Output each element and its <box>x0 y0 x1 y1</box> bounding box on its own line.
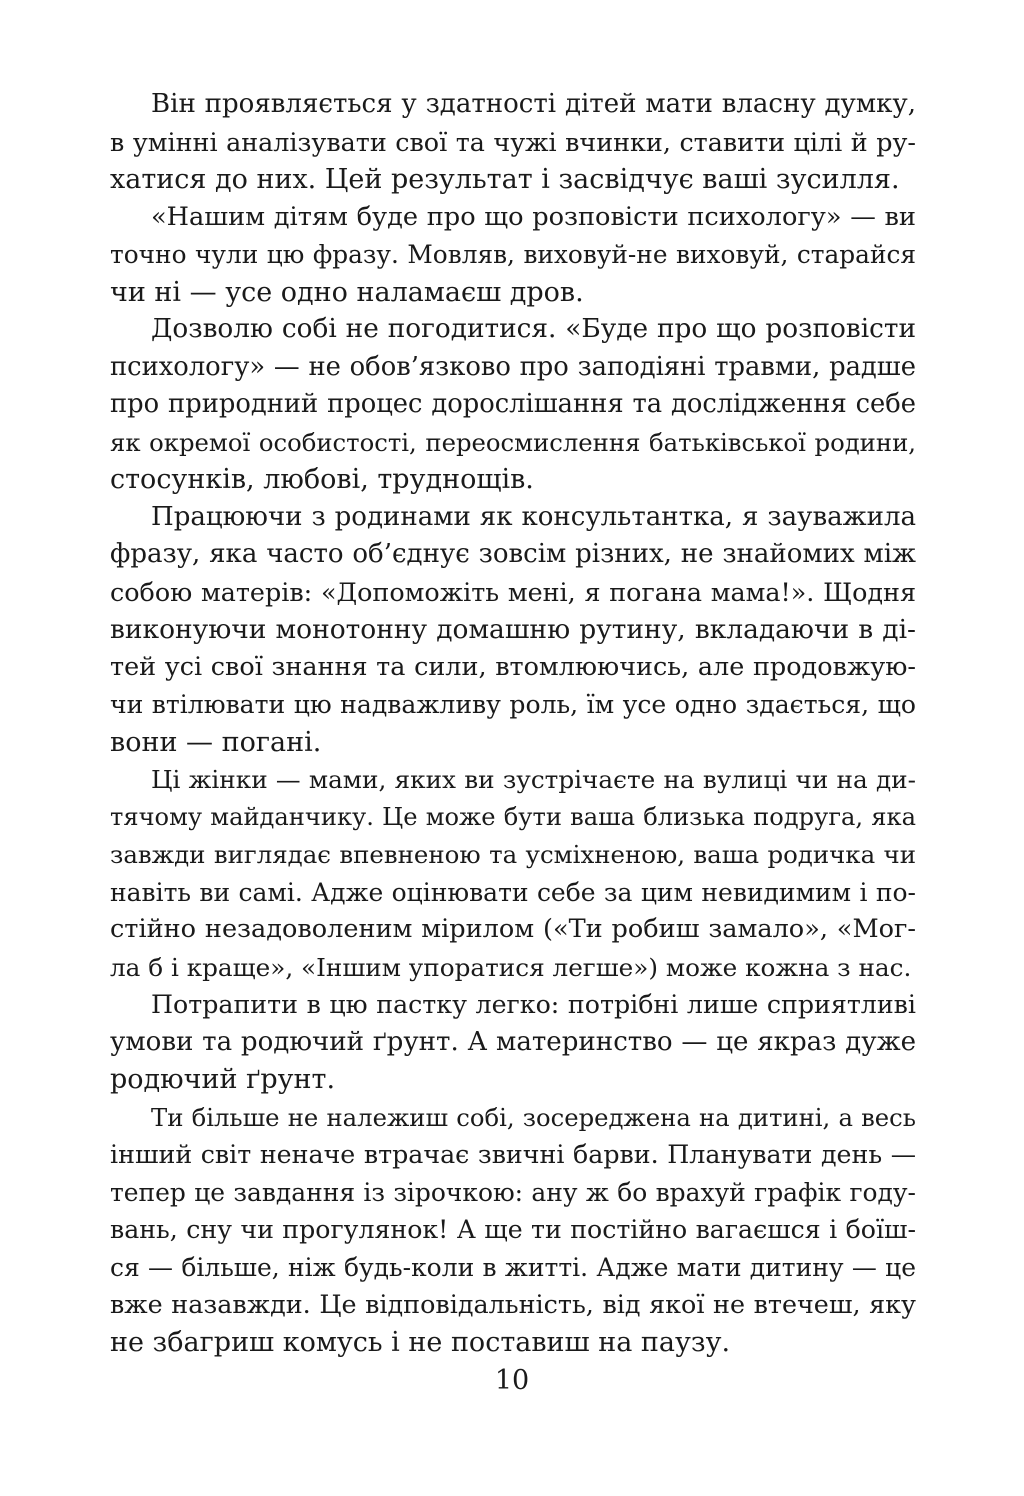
text-line: ся — більше, ніж будь-коли в житті. Адже мати дитину — це <box>110 1252 916 1282</box>
text-line: як окремої особистості, переосмислення батьківської родини, <box>110 427 916 457</box>
text-line: виконуючи монотонну домашню рутину, вкладаючи в ді- <box>110 614 916 645</box>
text-line: Працюючи з родинами як консультантка, я зауважила <box>151 501 916 532</box>
text-line: умови та родючий ґрунт. А материнство — це якраз дуже <box>110 1026 916 1057</box>
text-line: Ти більше не належиш собі, зосереджена на дитині, а весь <box>151 1102 916 1132</box>
text-line: родючий ґрунт. <box>110 1064 336 1095</box>
text-line: Дозволю собі не погодитися. «Буде про що розповісти <box>151 314 916 344</box>
text-line: «Нашим дітям буде про що розповісти психологу» — ви <box>151 201 916 232</box>
page-number: 10 <box>494 1365 530 1396</box>
text-line: в умінні аналізувати свої та чужі вчинки, ставити цілі й ру- <box>110 126 916 157</box>
text-line: хатися до них. Цей результат і засвідчує ваші зусилля. <box>110 164 900 195</box>
text-line: вань, сну чи прогулянок! А ще ти постійно вагаєшся і боїш- <box>110 1215 916 1244</box>
text-line: Він проявляється у здатності дітей мати власну думку, <box>151 89 916 119</box>
text-line: навіть ви самі. Адже оцінювати себе за цим невидимим і по- <box>110 877 916 907</box>
text-line: чи ні — усе одно наламаєш дров. <box>110 276 584 308</box>
text-line: про природний процес дорослішання та дослідження себе <box>110 389 916 419</box>
text-line: точно чули цю фразу. Мовляв, виховуй-не виховуй, старайся <box>110 240 916 269</box>
text-line: тепер це завдання із зірочкою: ану ж бо врахуй графік году- <box>110 1177 916 1207</box>
text-line: ла б і краще», «Іншим упоратися легше») може кожна з нас. <box>110 952 912 982</box>
text-line: фразу, яка часто об’єднує зовсім різних, не знайомих між <box>110 539 916 569</box>
text-line: тячому майданчику. Це може бути ваша близька подруга, яка <box>110 802 916 831</box>
text-line: завжди виглядає впевненою та усміхненою, ваша родичка чи <box>110 840 916 869</box>
text-line: чи втілювати цю надважливу роль, їм усе одно здається, що <box>110 690 916 719</box>
text-line: не збагриш комусь і не поставиш на паузу. <box>110 1326 731 1358</box>
text-line: собою матерів: «Допоможіть мені, я погана мама!». Щодня <box>110 576 916 607</box>
text-line: інший світ неначе втрачає звичні барви. Планувати день — <box>110 1140 916 1169</box>
body-text <box>110 86 916 1361</box>
text-line: Потрапити в цю пастку легко: потрібні лише сприятливі <box>151 990 916 1019</box>
text-line: стосунків, любові, труднощів. <box>110 464 534 495</box>
text-line: психологу» — не обов’язково про заподіяні травми, радше <box>110 351 916 382</box>
text-line: стійно незадоволеним мірилом («Ти робиш замало», «Мог- <box>110 914 916 944</box>
text-line: вони — погані. <box>110 726 322 758</box>
text-line: Ці жінки — мами, яких ви зустрічаєте на вулиці чи на ди- <box>151 765 916 794</box>
text-line: вже назавжди. Це відповідальність, від якої не втечеш, яку <box>110 1289 916 1319</box>
text-line: тей усі свої знання та сили, втомлюючись, але продовжую- <box>110 651 916 682</box>
